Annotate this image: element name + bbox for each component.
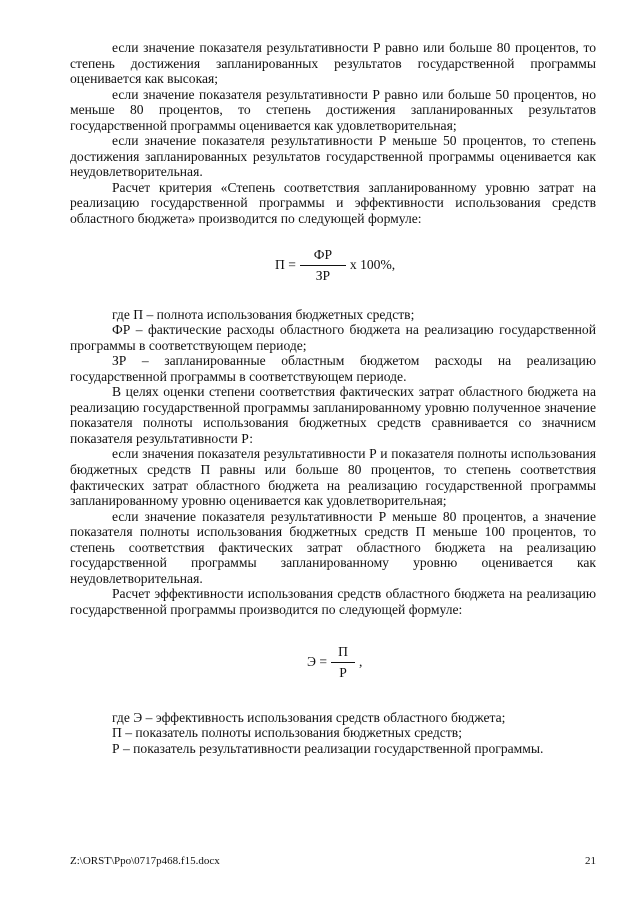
formula-rhs: х 100%, <box>349 257 396 273</box>
formula-numerator: ФР <box>313 246 333 262</box>
formula-efficiency-expression <box>307 644 362 681</box>
paragraph-unsatisfactory-cost: если значение показателя результативности Р меньше 80 процентов, а значение показателя полноты использования бюджетных средств П меньше 100 процентов, то степень соответствия фактических затрат областного бюджета на реализацию государственной программы запланированному уровню оценивается как неудовлетворительная. <box>70 508 596 586</box>
paragraph-unsatisfactory-rating: если значение показателя результативности Р меньше 50 процентов, то степень достижения запланированных результатов государственной программы оценивается как неудовлетворительная. <box>70 133 596 180</box>
paragraph-comparison-intro: В целях оценки степени соответствия фактических затрат областного бюджета на реализацию государственной программы запланированному уровню полученное значение показателя полноты использования бюджетных средств сравнивается со значнисм показателя результативности Р: <box>70 384 596 446</box>
paragraph-criterion-formula-intro: Расчет критерия «Степень соответствия запланированному уровню затрат на реализацию государственной программы и эффективности использования средств областного бюджета» производится по следующей формуле: <box>70 179 596 227</box>
formula-completeness-expression <box>275 247 395 284</box>
fraction-bar <box>331 662 355 663</box>
paragraph-satisfactory-rating: если значение показателя результативности Р равно или больше 50 процентов, но меньше 80 процентов, то степень достижения запланированных результатов государственной программы оценивается как удовлетворительная; <box>70 86 596 133</box>
paragraph-r-definition: Р – показатель результативности реализации государственной программы. <box>112 740 544 756</box>
formula-lhs: П = <box>275 257 296 273</box>
formula-lhs: Э = <box>307 654 328 669</box>
paragraph-where-e: где Э – эффективность использования средств областного бюджета; <box>112 709 506 725</box>
paragraph-where-p: где П – полнота использования бюджетных средств; <box>112 306 415 322</box>
paragraph-satisfactory-cost: если значения показателя результативности Р и показателя полноты использования бюджетных средств П равны или больше 80 процентов, то степень соответствия фактических затрат областного бюджета на реализацию государственной программы запланированному уровню оценивается как удовлетворительная; <box>70 446 596 509</box>
paragraph-p-definition: П – показатель полноты использования бюджетных средств; <box>112 725 462 741</box>
formula-completeness <box>70 227 596 297</box>
formula-denominator: Р <box>339 664 347 680</box>
footer-page-number: 21 <box>585 855 596 867</box>
footer-file-path: Z:\ORST\Ppo\0717p468.f15.docx <box>70 855 220 867</box>
formula-rhs: , <box>359 654 363 669</box>
paragraph-zr-definition: ЗР – запланированные областным бюджетом расходы на реализацию государственной программы в соответствующем периоде. <box>70 353 596 384</box>
formula-fraction <box>331 644 355 681</box>
formula-efficiency <box>70 618 596 702</box>
fraction-bar <box>300 265 346 266</box>
paragraph-efficiency-formula-intro: Расчет эффективности использования средств областного бюджета на реализацию государственной программы производится по следующей формуле: <box>70 586 596 617</box>
formula-denominator: ЗР <box>315 267 331 283</box>
document-body <box>70 40 596 756</box>
paragraph-high-rating: если значение показателя результативности Р равно или больше 80 процентов, то степень достижения запланированных результатов государственной программы оценивается как высокая; <box>70 40 596 87</box>
formula-fraction <box>300 247 346 284</box>
formula-numerator: П <box>338 643 348 659</box>
paragraph-fr-definition: ФР – фактические расходы областного бюджета на реализацию государственной программы в соответствующем периоде; <box>70 322 596 353</box>
